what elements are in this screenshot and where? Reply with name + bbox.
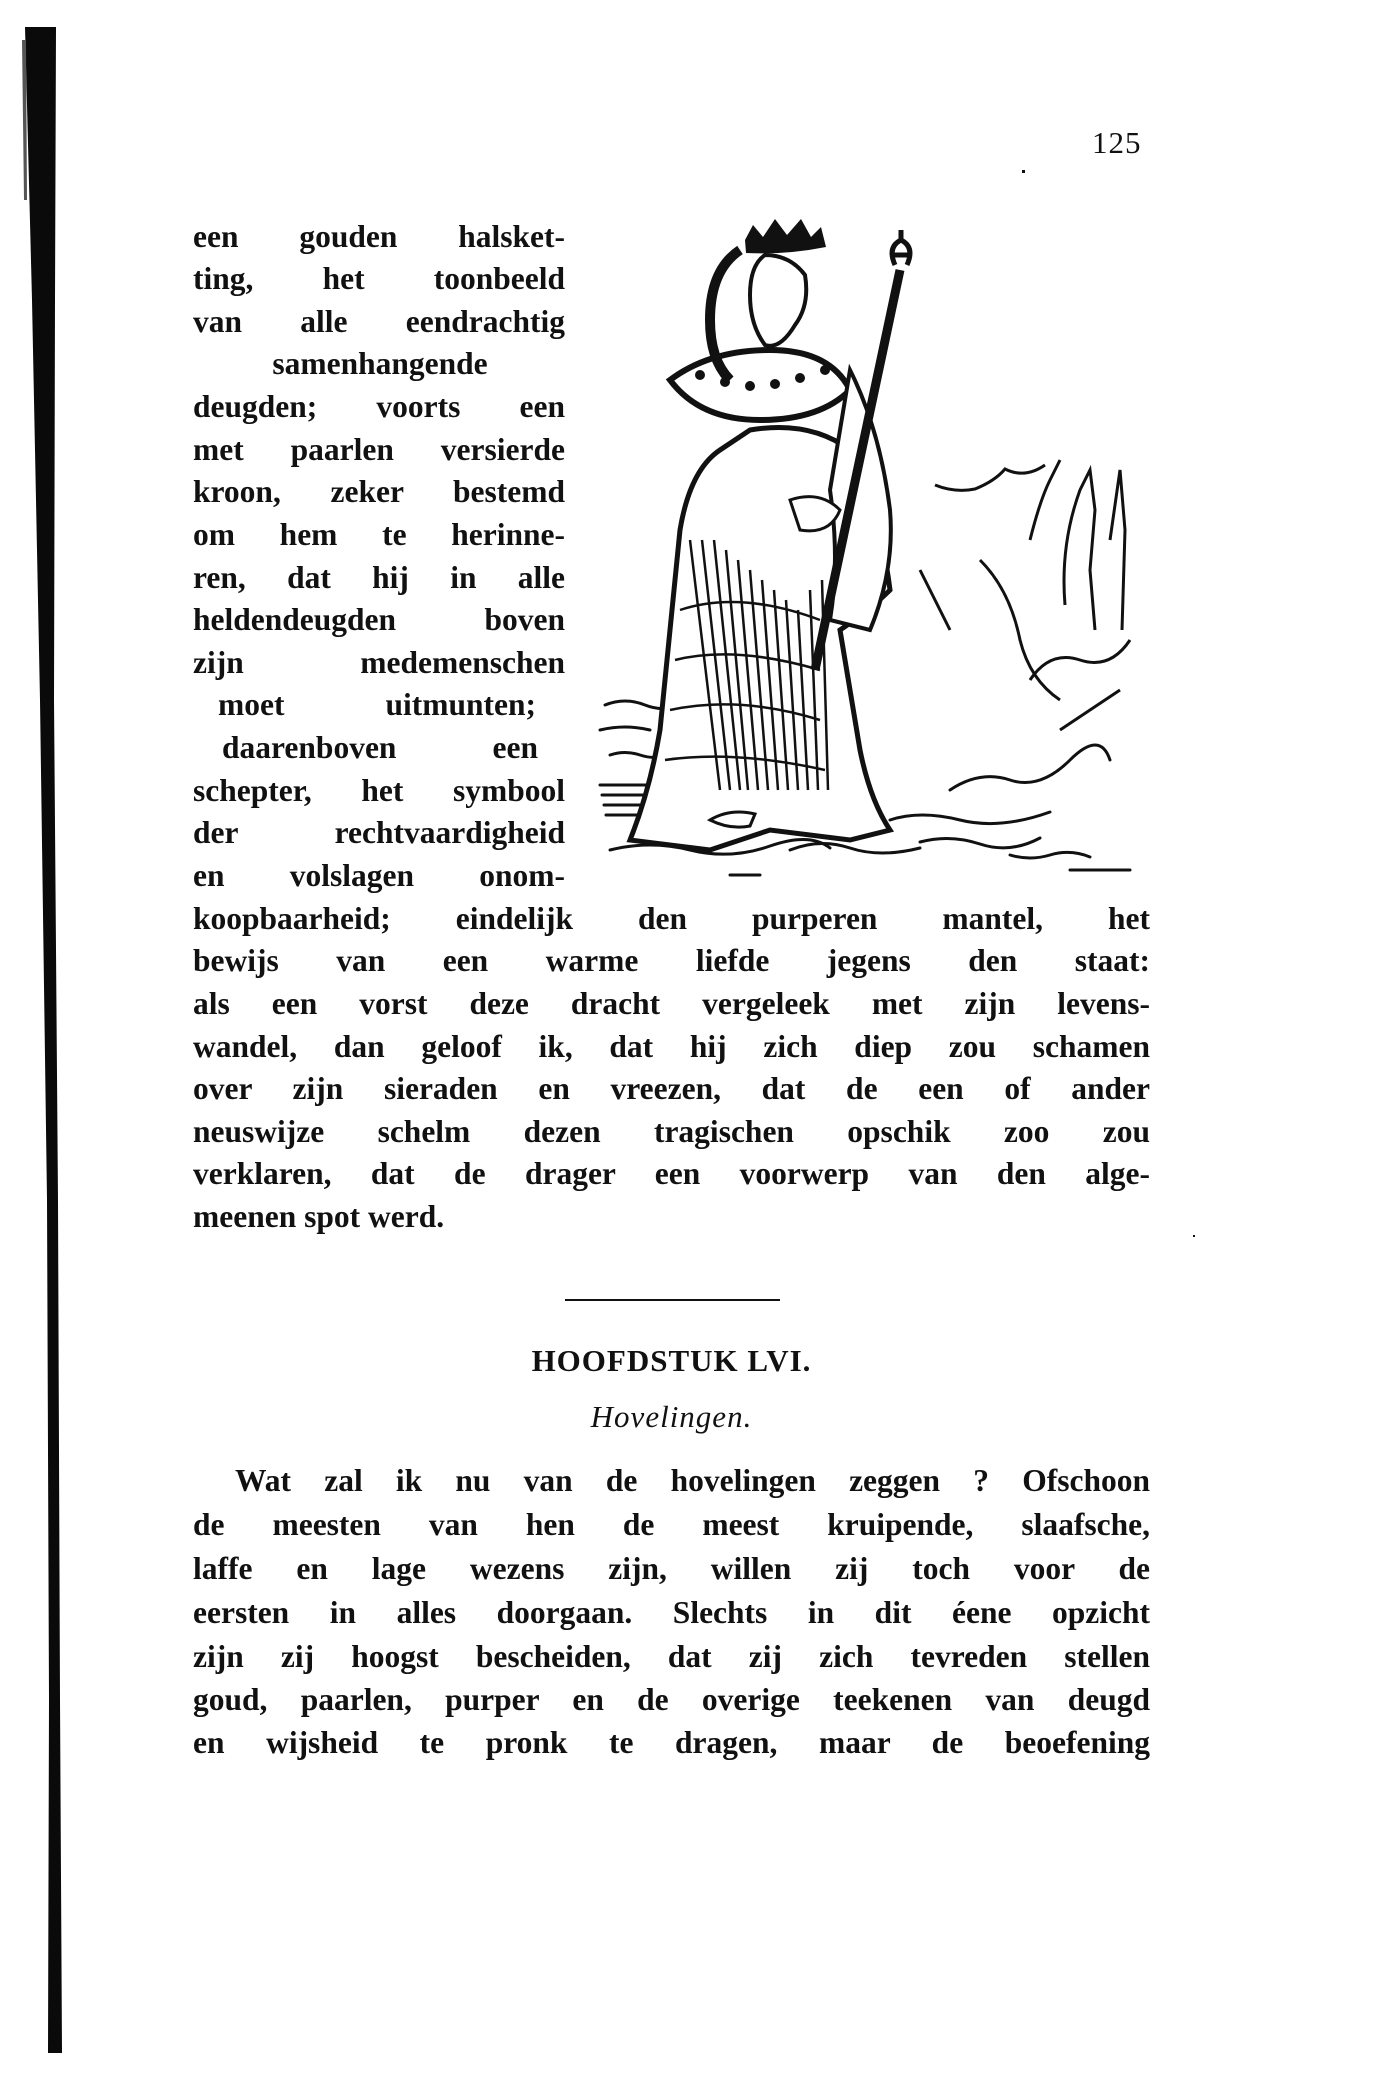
text-line: zijn medemenschen (193, 645, 565, 680)
text-line: van alle eendrachtig (193, 304, 565, 339)
text-line: eersten in alles doorgaan. Slechts in dit éene opzicht (193, 1595, 1150, 1630)
scan-speck (1022, 170, 1025, 173)
chapter-title: HOOFDSTUK LVI. (531, 1343, 812, 1378)
scan-speck (1193, 1235, 1195, 1237)
king-woodcut-illustration (590, 210, 1150, 890)
sleeve (830, 370, 891, 630)
king-figure (630, 219, 891, 850)
text-line: koopbaarheid; eindelijk den purperen mantel, het (193, 901, 1150, 936)
text-line: heldendeugden boven (193, 602, 565, 637)
text-line: als een vorst deze dracht vergeleek met zijn levens- (193, 986, 1150, 1021)
text-line: ting, het toonbeeld (193, 261, 565, 296)
crown (745, 219, 826, 253)
ermine-collar (670, 350, 850, 420)
chapter-subtitle: Hovelingen. (590, 1399, 753, 1434)
binding-edge-bar (0, 0, 80, 2083)
text-line: deugden; voorts een (193, 389, 565, 424)
text-line: neuswijze schelm dezen tragischen opschik zoo zou (193, 1114, 1150, 1149)
page-number: 125 (1092, 125, 1142, 160)
face (750, 255, 806, 346)
text-line: zijn zij hoogst bescheiden, dat zij zich tevreden stellen (193, 1639, 1150, 1674)
text-line: en volslagen onom- (193, 858, 565, 893)
text-line: een gouden halsket- (193, 219, 565, 254)
text-line: daarenboven een (222, 730, 538, 765)
text-line: over zijn sieraden en vreezen, dat de een of ander (193, 1071, 1150, 1106)
section-divider-rule (565, 1299, 780, 1301)
text-line: moet uitmunten; (218, 687, 536, 722)
text-line: verklaren, dat de drager een voorwerp van den alge- (193, 1156, 1150, 1191)
text-line: kroon, zeker bestemd (193, 474, 565, 509)
text-line: der rechtvaardigheid (193, 815, 565, 850)
text-line: samenhangende (272, 346, 488, 381)
text-line: om hem te herinne- (193, 517, 565, 552)
text-line: de meesten van hen de meest kruipende, slaafsche, (193, 1507, 1150, 1542)
text-line: bewijs van een warme liefde jegens den staat: (193, 943, 1150, 978)
text-line: schepter, het symbool (193, 773, 565, 808)
text-line: met paarlen versierde (193, 432, 565, 467)
text-line: wandel, dan geloof ik, dat hij zich diep zou schamen (193, 1029, 1150, 1064)
text-line: goud, paarlen, purper en de overige teekenen van deugd (193, 1682, 1150, 1717)
text-line: meenen spot werd. (193, 1199, 445, 1234)
rocks-and-tree (920, 460, 1130, 730)
text-line: en wijsheid te pronk te dragen, maar de beoefening (193, 1725, 1150, 1760)
text-line: ren, dat hij in alle (193, 560, 565, 595)
text-line: Wat zal ik nu van de hovelingen zeggen ? Ofschoon (235, 1463, 1150, 1498)
text-line: laffe en lage wezens zijn, willen zij toch voor de (193, 1551, 1150, 1586)
